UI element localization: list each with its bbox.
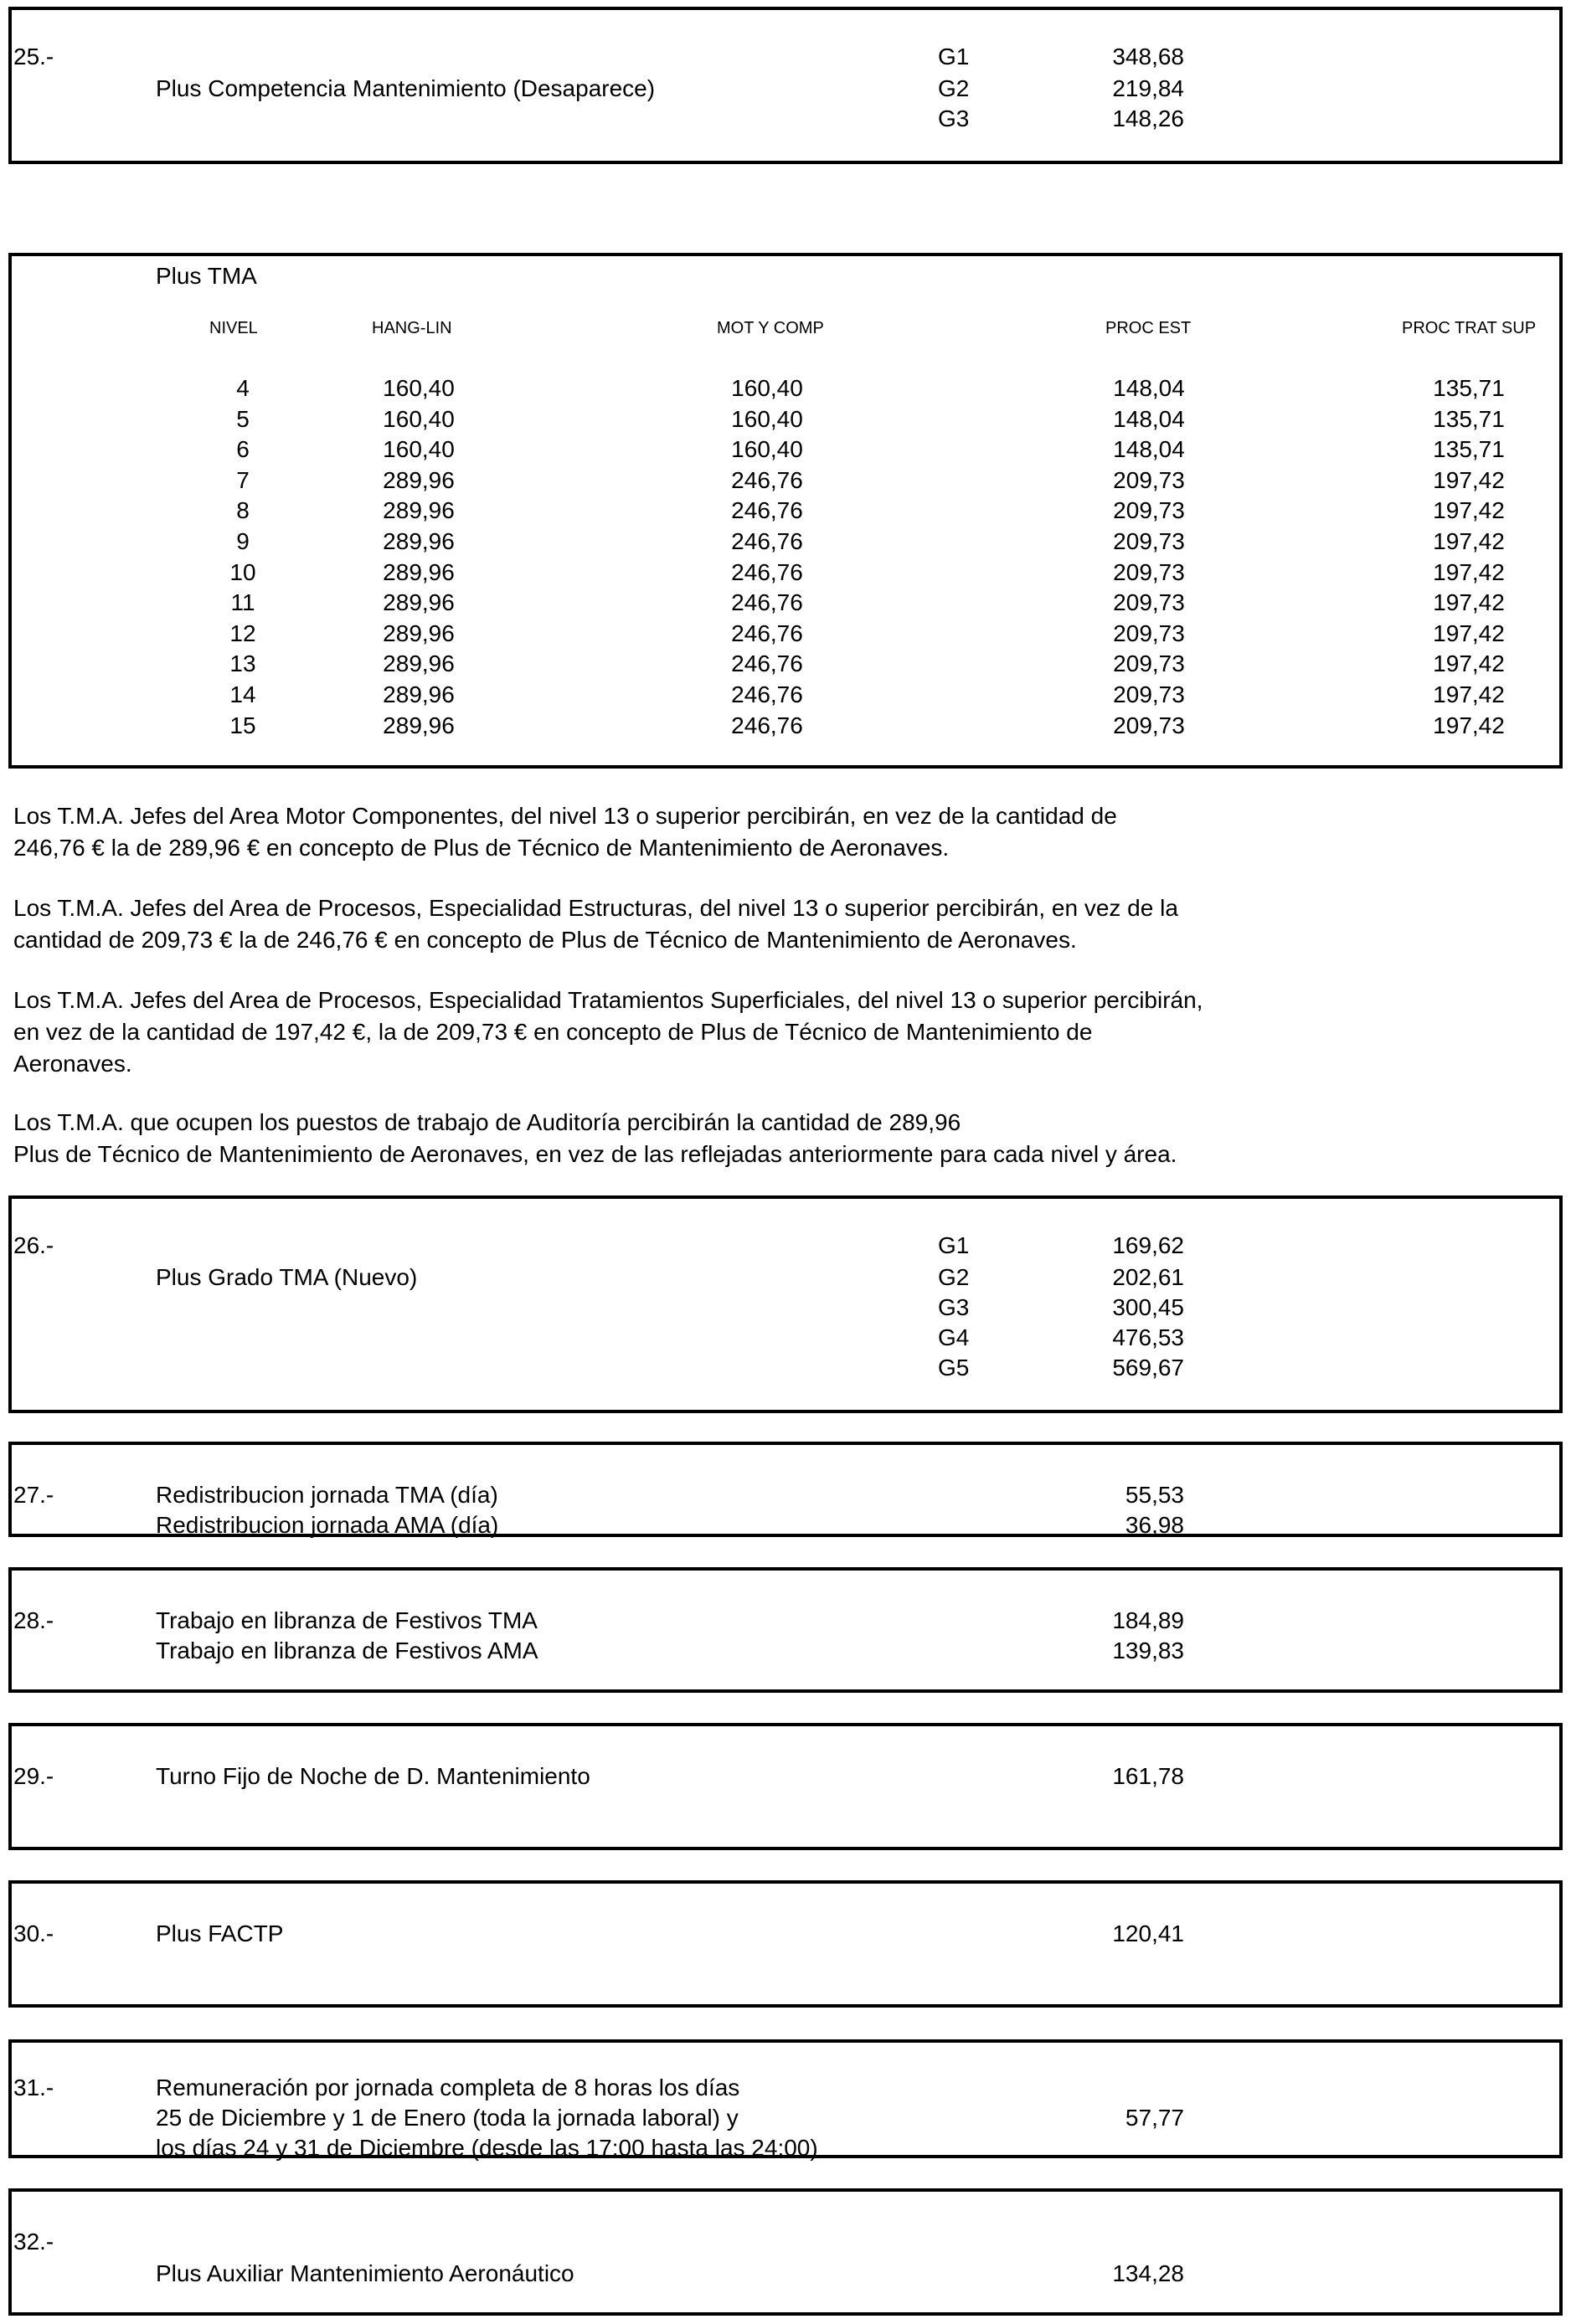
proc-est-cell: 209,73 <box>1113 558 1185 585</box>
grade-value: 202,61 <box>1112 1264 1184 1290</box>
item-label: 25 de Diciembre y 1 de Enero (toda la jornada laboral) y <box>156 2105 739 2131</box>
nivel-cell: 10 <box>229 558 256 585</box>
mot-comp-cell: 160,40 <box>731 375 803 401</box>
hang-lin-cell: 289,96 <box>383 712 455 738</box>
grade-value: 348,68 <box>1112 44 1184 69</box>
proc-trat-sup-cell: 197,42 <box>1433 681 1505 707</box>
item-label: Redistribucion jornada AMA (día) <box>156 1512 499 1538</box>
proc-est-cell: 209,73 <box>1113 620 1185 646</box>
section-28-box <box>8 1567 1563 1693</box>
section-number: 28.- <box>13 1607 54 1633</box>
mot-comp-cell: 160,40 <box>731 436 803 463</box>
proc-est-cell: 209,73 <box>1113 528 1185 554</box>
proc-trat-sup-cell: 135,71 <box>1433 405 1505 432</box>
item-value: 134,28 <box>1112 2260 1184 2286</box>
proc-est-cell: 148,04 <box>1113 405 1185 432</box>
item-value: 161,78 <box>1112 1763 1184 1789</box>
grade-label: G2 <box>938 1264 970 1290</box>
proc-trat-sup-cell: 197,42 <box>1433 558 1505 585</box>
proc-est-cell: 148,04 <box>1113 436 1185 463</box>
item-value: 184,89 <box>1112 1607 1184 1633</box>
nivel-cell: 13 <box>229 650 256 677</box>
grade-value: 476,53 <box>1112 1324 1184 1350</box>
proc-trat-sup-cell: 197,42 <box>1433 497 1505 524</box>
hang-lin-cell: 289,96 <box>383 650 455 677</box>
section-number: 27.- <box>13 1482 54 1508</box>
item-label: Remuneración por jornada completa de 8 horas los días <box>156 2075 740 2100</box>
grade-label: G3 <box>938 1294 970 1320</box>
grade-value: 219,84 <box>1112 75 1184 101</box>
section-32-box <box>8 2188 1563 2316</box>
proc-trat-sup-cell: 135,71 <box>1433 436 1505 463</box>
grade-label: G1 <box>938 1232 970 1258</box>
item-value: 139,83 <box>1112 1638 1184 1663</box>
hang-lin-cell: 289,96 <box>383 558 455 585</box>
note-line: Los T.M.A. Jefes del Area de Procesos, Especialidad Estructuras, del nivel 13 o superior percibirán, en vez de la <box>13 895 1178 921</box>
mot-comp-cell: 246,76 <box>731 681 803 707</box>
section-25-box <box>8 7 1563 164</box>
grade-label: G3 <box>938 105 970 131</box>
note-line: cantidad de 209,73 € la de 246,76 € en concepto de Plus de Técnico de Mantenimiento de Aeronaves. <box>13 927 1077 953</box>
hang-lin-cell: 289,96 <box>383 497 455 524</box>
item-label: los días 24 y 31 de Diciembre (desde las 17:00 hasta las 24:00) <box>156 2135 818 2161</box>
grade-label: G5 <box>938 1355 970 1381</box>
note-paragraph <box>13 892 1320 956</box>
item-value: 55,53 <box>1125 1482 1184 1508</box>
column-header: NIVEL <box>209 319 258 337</box>
nivel-cell: 8 <box>236 497 250 524</box>
grade-label: G4 <box>938 1324 970 1350</box>
hang-lin-cell: 289,96 <box>383 681 455 707</box>
nivel-cell: 12 <box>229 620 256 646</box>
proc-est-cell: 209,73 <box>1113 466 1185 493</box>
section-26-box <box>8 1195 1563 1413</box>
nivel-cell: 15 <box>229 712 256 738</box>
note-line: Aeronaves. <box>13 1051 132 1077</box>
hang-lin-cell: 160,40 <box>383 405 455 432</box>
grade-value: 148,26 <box>1112 105 1184 131</box>
hang-lin-cell: 160,40 <box>383 375 455 401</box>
item-value: 120,41 <box>1112 1920 1184 1946</box>
proc-est-cell: 209,73 <box>1113 681 1185 707</box>
section-number: 25.- <box>13 44 54 69</box>
grade-value: 300,45 <box>1112 1294 1184 1320</box>
proc-est-cell: 209,73 <box>1113 497 1185 524</box>
section-31-box <box>8 2039 1563 2161</box>
nivel-cell: 7 <box>236 466 250 493</box>
note-paragraph <box>13 985 1320 1080</box>
proc-trat-sup-cell: 197,42 <box>1433 466 1505 493</box>
item-value: 57,77 <box>1125 2105 1184 2131</box>
proc-trat-sup-cell: 197,42 <box>1433 589 1505 616</box>
proc-trat-sup-cell: 197,42 <box>1433 712 1505 738</box>
table-title: Plus TMA <box>156 263 257 289</box>
note-line: en vez de la cantidad de 197,42 €, la de 209,73 € en concepto de Plus de Técnico de Mantenimiento de <box>13 1019 1093 1045</box>
grade-value: 569,67 <box>1112 1355 1184 1381</box>
mot-comp-cell: 160,40 <box>731 405 803 432</box>
note-line: 246,76 € la de 289,96 € en concepto de Plus de Técnico de Mantenimiento de Aeronaves. <box>13 835 950 861</box>
section-30-box <box>8 1880 1563 2008</box>
item-label: Trabajo en libranza de Festivos AMA <box>156 1638 538 1663</box>
nivel-cell: 4 <box>236 375 250 401</box>
section-27-box <box>8 1442 1563 1537</box>
proc-trat-sup-cell: 135,71 <box>1433 375 1505 401</box>
section-number: 26.- <box>13 1232 54 1258</box>
section-number: 31.- <box>13 2075 54 2100</box>
column-header: HANG-LIN <box>372 319 452 337</box>
item-value: 36,98 <box>1125 1512 1184 1538</box>
hang-lin-cell: 160,40 <box>383 436 455 463</box>
nivel-cell: 11 <box>230 589 255 616</box>
section-number: 32.- <box>13 2229 54 2255</box>
item-label: Redistribucion jornada TMA (día) <box>156 1482 498 1508</box>
hang-lin-cell: 289,96 <box>383 528 455 554</box>
nivel-cell: 9 <box>236 528 250 554</box>
mot-comp-cell: 246,76 <box>731 712 803 738</box>
mot-comp-cell: 246,76 <box>731 589 803 616</box>
item-label: Trabajo en libranza de Festivos TMA <box>156 1607 538 1633</box>
note-paragraph <box>13 800 1320 864</box>
proc-trat-sup-cell: 197,42 <box>1433 528 1505 554</box>
section-number: 30.- <box>13 1920 54 1946</box>
proc-est-cell: 148,04 <box>1113 375 1185 401</box>
nivel-cell: 5 <box>236 405 250 432</box>
section-label: Plus Grado TMA (Nuevo) <box>156 1264 418 1290</box>
note-line: Los T.M.A. que ocupen los puestos de trabajo de Auditoría percibirán la cantidad de 289,96 <box>13 1109 961 1135</box>
proc-est-cell: 209,73 <box>1113 589 1185 616</box>
hang-lin-cell: 289,96 <box>383 589 455 616</box>
section-number: 29.- <box>13 1763 54 1789</box>
note-line: Los T.M.A. Jefes del Area Motor Componentes, del nivel 13 o superior percibirán, en vez de la cantidad de <box>13 803 1117 829</box>
note-line: Plus de Técnico de Mantenimiento de Aeronaves, en vez de las reflejadas anteriormente para cada nivel y área. <box>13 1141 1177 1167</box>
hang-lin-cell: 289,96 <box>383 620 455 646</box>
note-paragraph <box>13 1107 1320 1170</box>
column-header: PROC EST <box>1105 319 1192 337</box>
proc-trat-sup-cell: 197,42 <box>1433 650 1505 677</box>
section-29-box <box>8 1723 1563 1850</box>
nivel-cell: 6 <box>236 436 250 463</box>
mot-comp-cell: 246,76 <box>731 620 803 646</box>
grade-label: G1 <box>938 44 970 69</box>
proc-trat-sup-cell: 197,42 <box>1433 620 1505 646</box>
item-label: Turno Fijo de Noche de D. Mantenimiento <box>156 1763 590 1789</box>
nivel-cell: 14 <box>229 681 256 707</box>
column-header: PROC TRAT SUP <box>1402 319 1537 337</box>
grade-value: 169,62 <box>1112 1232 1184 1258</box>
mot-comp-cell: 246,76 <box>731 466 803 493</box>
mot-comp-cell: 246,76 <box>731 558 803 585</box>
hang-lin-cell: 289,96 <box>383 466 455 493</box>
item-label: Plus Auxiliar Mantenimiento Aeronáutico <box>156 2260 574 2286</box>
mot-comp-cell: 246,76 <box>731 650 803 677</box>
grade-label: G2 <box>938 75 970 101</box>
note-line: Los T.M.A. Jefes del Area de Procesos, Especialidad Tratamientos Superficiales, del nivel 13 o superior percibirán, <box>13 987 1203 1013</box>
column-header: MOT Y COMP <box>717 319 824 337</box>
mot-comp-cell: 246,76 <box>731 528 803 554</box>
mot-comp-cell: 246,76 <box>731 497 803 524</box>
proc-est-cell: 209,73 <box>1113 712 1185 738</box>
section-label: Plus Competencia Mantenimiento (Desaparece) <box>156 75 656 101</box>
item-label: Plus FACTP <box>156 1920 284 1946</box>
proc-est-cell: 209,73 <box>1113 650 1185 677</box>
plus-tma-box <box>8 253 1563 769</box>
